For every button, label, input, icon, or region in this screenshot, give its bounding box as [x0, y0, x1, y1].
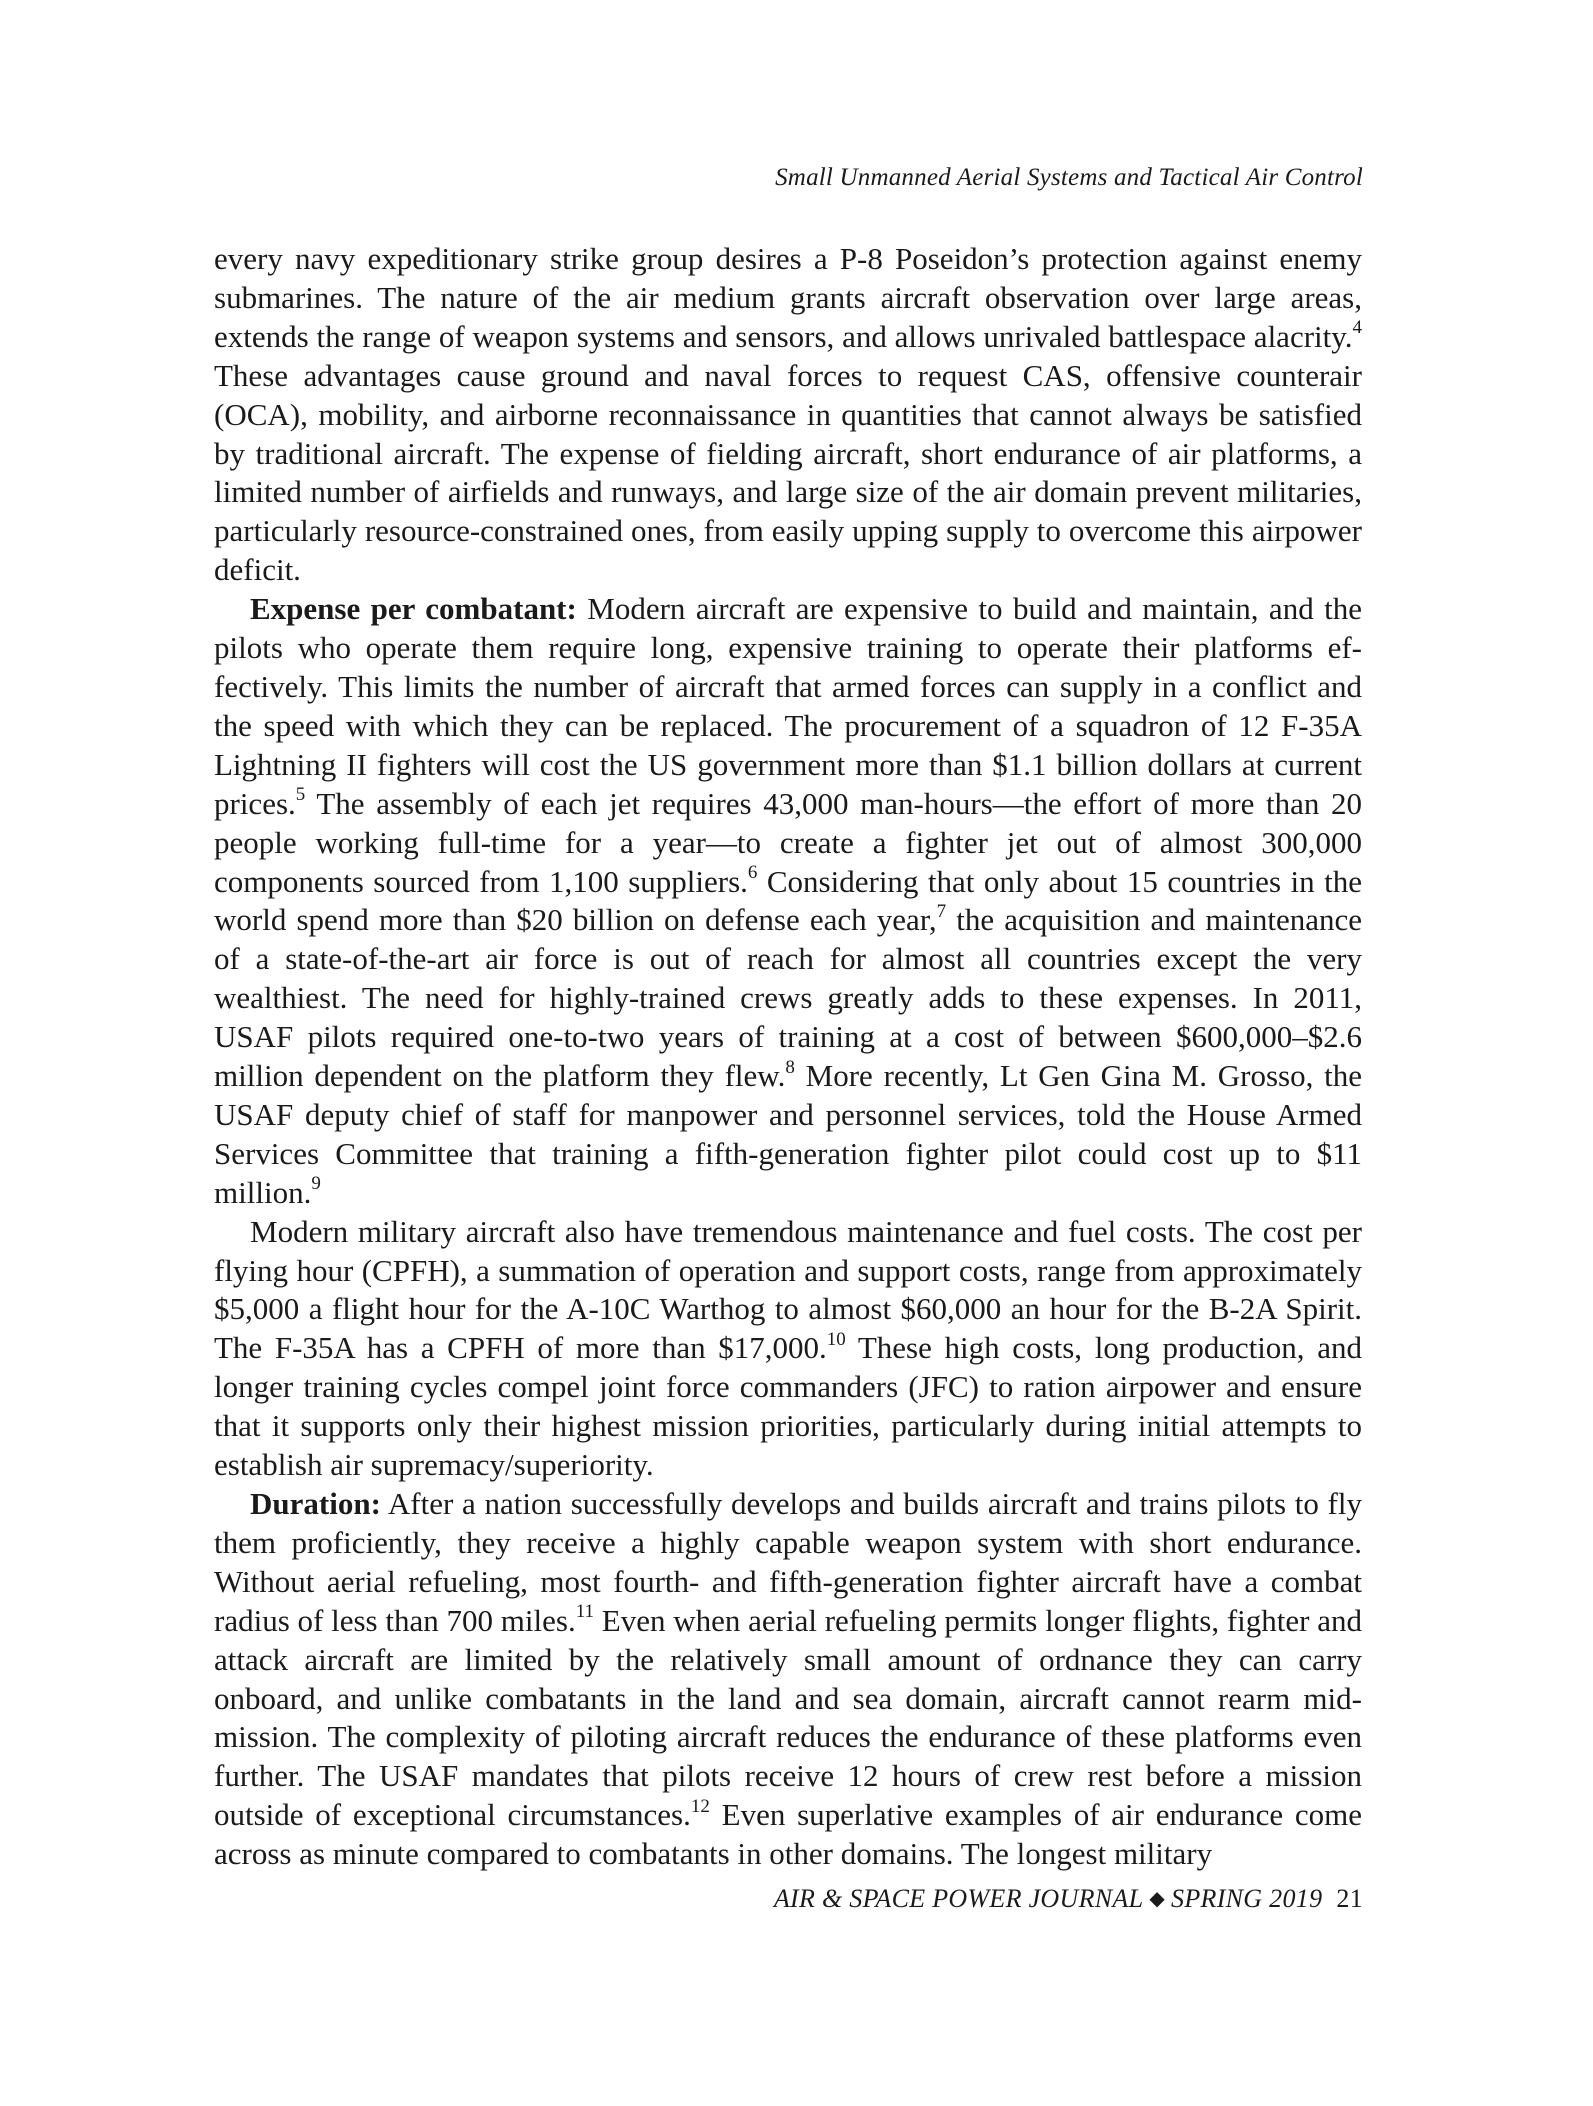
text-run: every navy expeditionary strike group desires a P-8 Poseidon’s protection against enemy submarines. The nature of the air medium grants aircraft observation over large areas, extends the range of weapon systems and sensors, and allows unrivaled battlespace alacrity.: [214, 241, 1362, 354]
paragraph: [214, 1485, 1362, 1874]
running-head: Small Unmanned Aerial Systems and Tactical Air Control: [775, 164, 1363, 191]
footer-separator-diamond: ◆: [1149, 1888, 1166, 1910]
footnote-reference: 7: [936, 901, 947, 923]
run-in-heading: Duration:: [250, 1486, 381, 1521]
paragraph: [214, 240, 1362, 590]
footnote-reference: 4: [1352, 317, 1362, 339]
footnote-reference: 8: [785, 1056, 795, 1078]
footer-journal-title: AIR & SPACE POWER JOURNAL: [773, 1884, 1144, 1913]
footnote-reference: 12: [690, 1795, 710, 1817]
footer-issue: SPRING 2019: [1171, 1884, 1323, 1913]
text-run: The assembly of each jet requires 43,000 man-hours—the effort of more than 20 people working full-time for a year—to create a fighter jet out of almost 300,000 components sourced from 1,100 suppliers.: [214, 785, 1362, 899]
text-run: Modern aircraft are expensive to build and maintain, and the pilots who operate them require long, expensive training to operate their platforms effectively. This limits the number of aircraft that armed forces can supply in a conflict and the speed with which they can be replaced. The procurement of a squadron of 12 F-35A Lightning II fighters will cost the US government more than $1.1 billion dollars at current prices.: [214, 591, 1362, 821]
text-run: Considering that only about 15 countries in the world spend more than $20 billion on defense each year,: [214, 863, 1362, 938]
text-run: More recently, Lt Gen Gina M. Grosso, the USAF deputy chief of staff for manpower and personnel services, told the House Armed Services Committee that training a fifth-generation fighter pilot could cost up to $11 million.: [214, 1058, 1362, 1210]
page-number: 21: [1336, 1884, 1363, 1913]
text-run: Modern military aircraft also have tremendous maintenance and fuel costs. The cost per flying hour (CPFH), a summation of operation and support costs, range from approximately $5,000 a flight hour for the A-10C Warthog to almost $60,000 an hour for the B-2A Spirit. The F-35A has a CPFH of more than $17,000.: [214, 1213, 1362, 1366]
body-text: [214, 240, 1362, 1874]
paragraph: [214, 1213, 1362, 1485]
text-run: Even when aerial refueling permits longer flights, fighter and attack aircraft are limited by the relatively small amount of ordnance they can carry onboard, and unlike combatants in the land and sea domain, aircraft cannot rearm midmission. The complexity of piloting aircraft reduces the endurance of these platforms even further. The USAF mandates that pilots receive 12 hours of crew rest before a mission outside of exceptional circumstances.: [214, 1602, 1362, 1833]
text-run: Even superlative examples of air endurance come across as minute compared to combatants in other domains. The longest military: [214, 1797, 1362, 1872]
text-run: These advantages cause ground and naval forces to request CAS, offensive counterair (OCA), mobility, and airborne reconnaissance in quantities that cannot always be satisfied by traditional aircraft. The expense of fielding aircraft, short endurance of air platforms, a limited number of airfields and runways, and large size of the air domain prevent militaries, particularly resource-constrained ones, from easily upping supply to overcome this airpower deficit.: [214, 357, 1362, 588]
footnote-reference: 5: [295, 784, 306, 806]
text-run: the acquisition and maintenance of a state-of-the-art air force is out of reach for almost all countries except the very wealthiest. The need for highly-trained crews greatly adds to these expenses. In 2011, USAF pilots required one-to-two years of training at a cost of between $600,000–$2.6 million dependent on the platform they flew.: [214, 902, 1362, 1094]
run-in-heading: Expense per combatant:: [250, 591, 577, 627]
text-run: After a nation successfully develops and builds aircraft and trains pilots to fly them proficiently, they receive a highly capable weapon system with short endurance. Without aerial refueling, most fourth- and fifth-generation fighter aircraft have a combat radius of less than 700 miles.: [214, 1486, 1362, 1638]
footnote-reference: 9: [311, 1173, 321, 1195]
footnote-reference: 10: [826, 1329, 846, 1351]
footnote-reference: 11: [575, 1601, 594, 1623]
paragraph: [214, 590, 1362, 1213]
text-run: These high costs, long production, and longer training cycles compel joint force commanders (JFC) to ration airpower and ensure that it supports only their highest mission priorities, particularly during initial attempts to establish air supremacy/superiority.: [214, 1330, 1362, 1483]
page-footer: [774, 1884, 1363, 1914]
footnote-reference: 6: [747, 862, 758, 884]
